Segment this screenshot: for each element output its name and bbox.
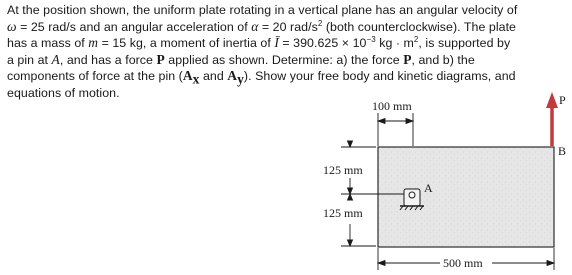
alpha-symbol: α [251,18,259,34]
corner-label: B [558,144,567,158]
alpha-exponent: 2 [317,18,323,28]
inertia-exponent: −3 [366,34,376,44]
dimension-top [378,113,413,146]
pin-label: A [424,181,433,195]
ay-symbol: A [227,68,238,83]
text-line4c: applied as shown. Determine: a) the force [164,52,404,67]
text-line3a: has a mass of [7,36,89,50]
force-symbol: P [156,51,165,67]
inertia-unit: kg · m [375,36,414,50]
force-arrow [546,92,558,146]
omega-value: = 25 rad/s and an angular acceleration of [16,19,252,34]
text-line4d: , and b) the [411,52,475,67]
inertia-unit-exponent: 2 [413,34,419,44]
text-line5-and: and [199,69,228,83]
mass-symbol: m [88,35,99,50]
dim-top-label: 100 mm [372,99,412,113]
ay-subscript: y [237,71,244,87]
dim-left-upper-label: 125 mm [323,163,363,177]
ax-subscript: x [192,71,200,87]
dim-left-lower-label: 125 mm [323,206,363,220]
text-line3-tail: , is supported by [418,36,511,50]
text-line1: At the position shown, the uniform plate rotating in a vertical plane has an angular velocity of [7,3,518,17]
force-label: P [559,93,566,107]
text-line5-tail: ). Show your free body and kinetic diagrams, and [243,69,516,83]
mass-value: = 15 kg, a moment of inertia of [98,36,275,50]
ax-symbol: A [182,68,193,83]
text-line4a: a pin at [7,52,52,67]
text-line5a: components of force at the pin ( [7,69,183,83]
inertia-value: = 390.625 × 10 [278,36,367,50]
force-symbol-2: P [403,51,412,67]
alpha-value: = 20 rad/s [258,19,318,34]
text-line4b: , and has a force [59,52,157,67]
pin-symbol: A [51,51,60,67]
dim-bottom-label: 500 mm [443,256,483,270]
text-line2-tail: (both counterclockwise). The plate [322,19,516,34]
omega-symbol: ω [7,18,17,34]
inertia-symbol: Ī [274,35,279,50]
text-line6: equations of motion. [7,85,120,100]
